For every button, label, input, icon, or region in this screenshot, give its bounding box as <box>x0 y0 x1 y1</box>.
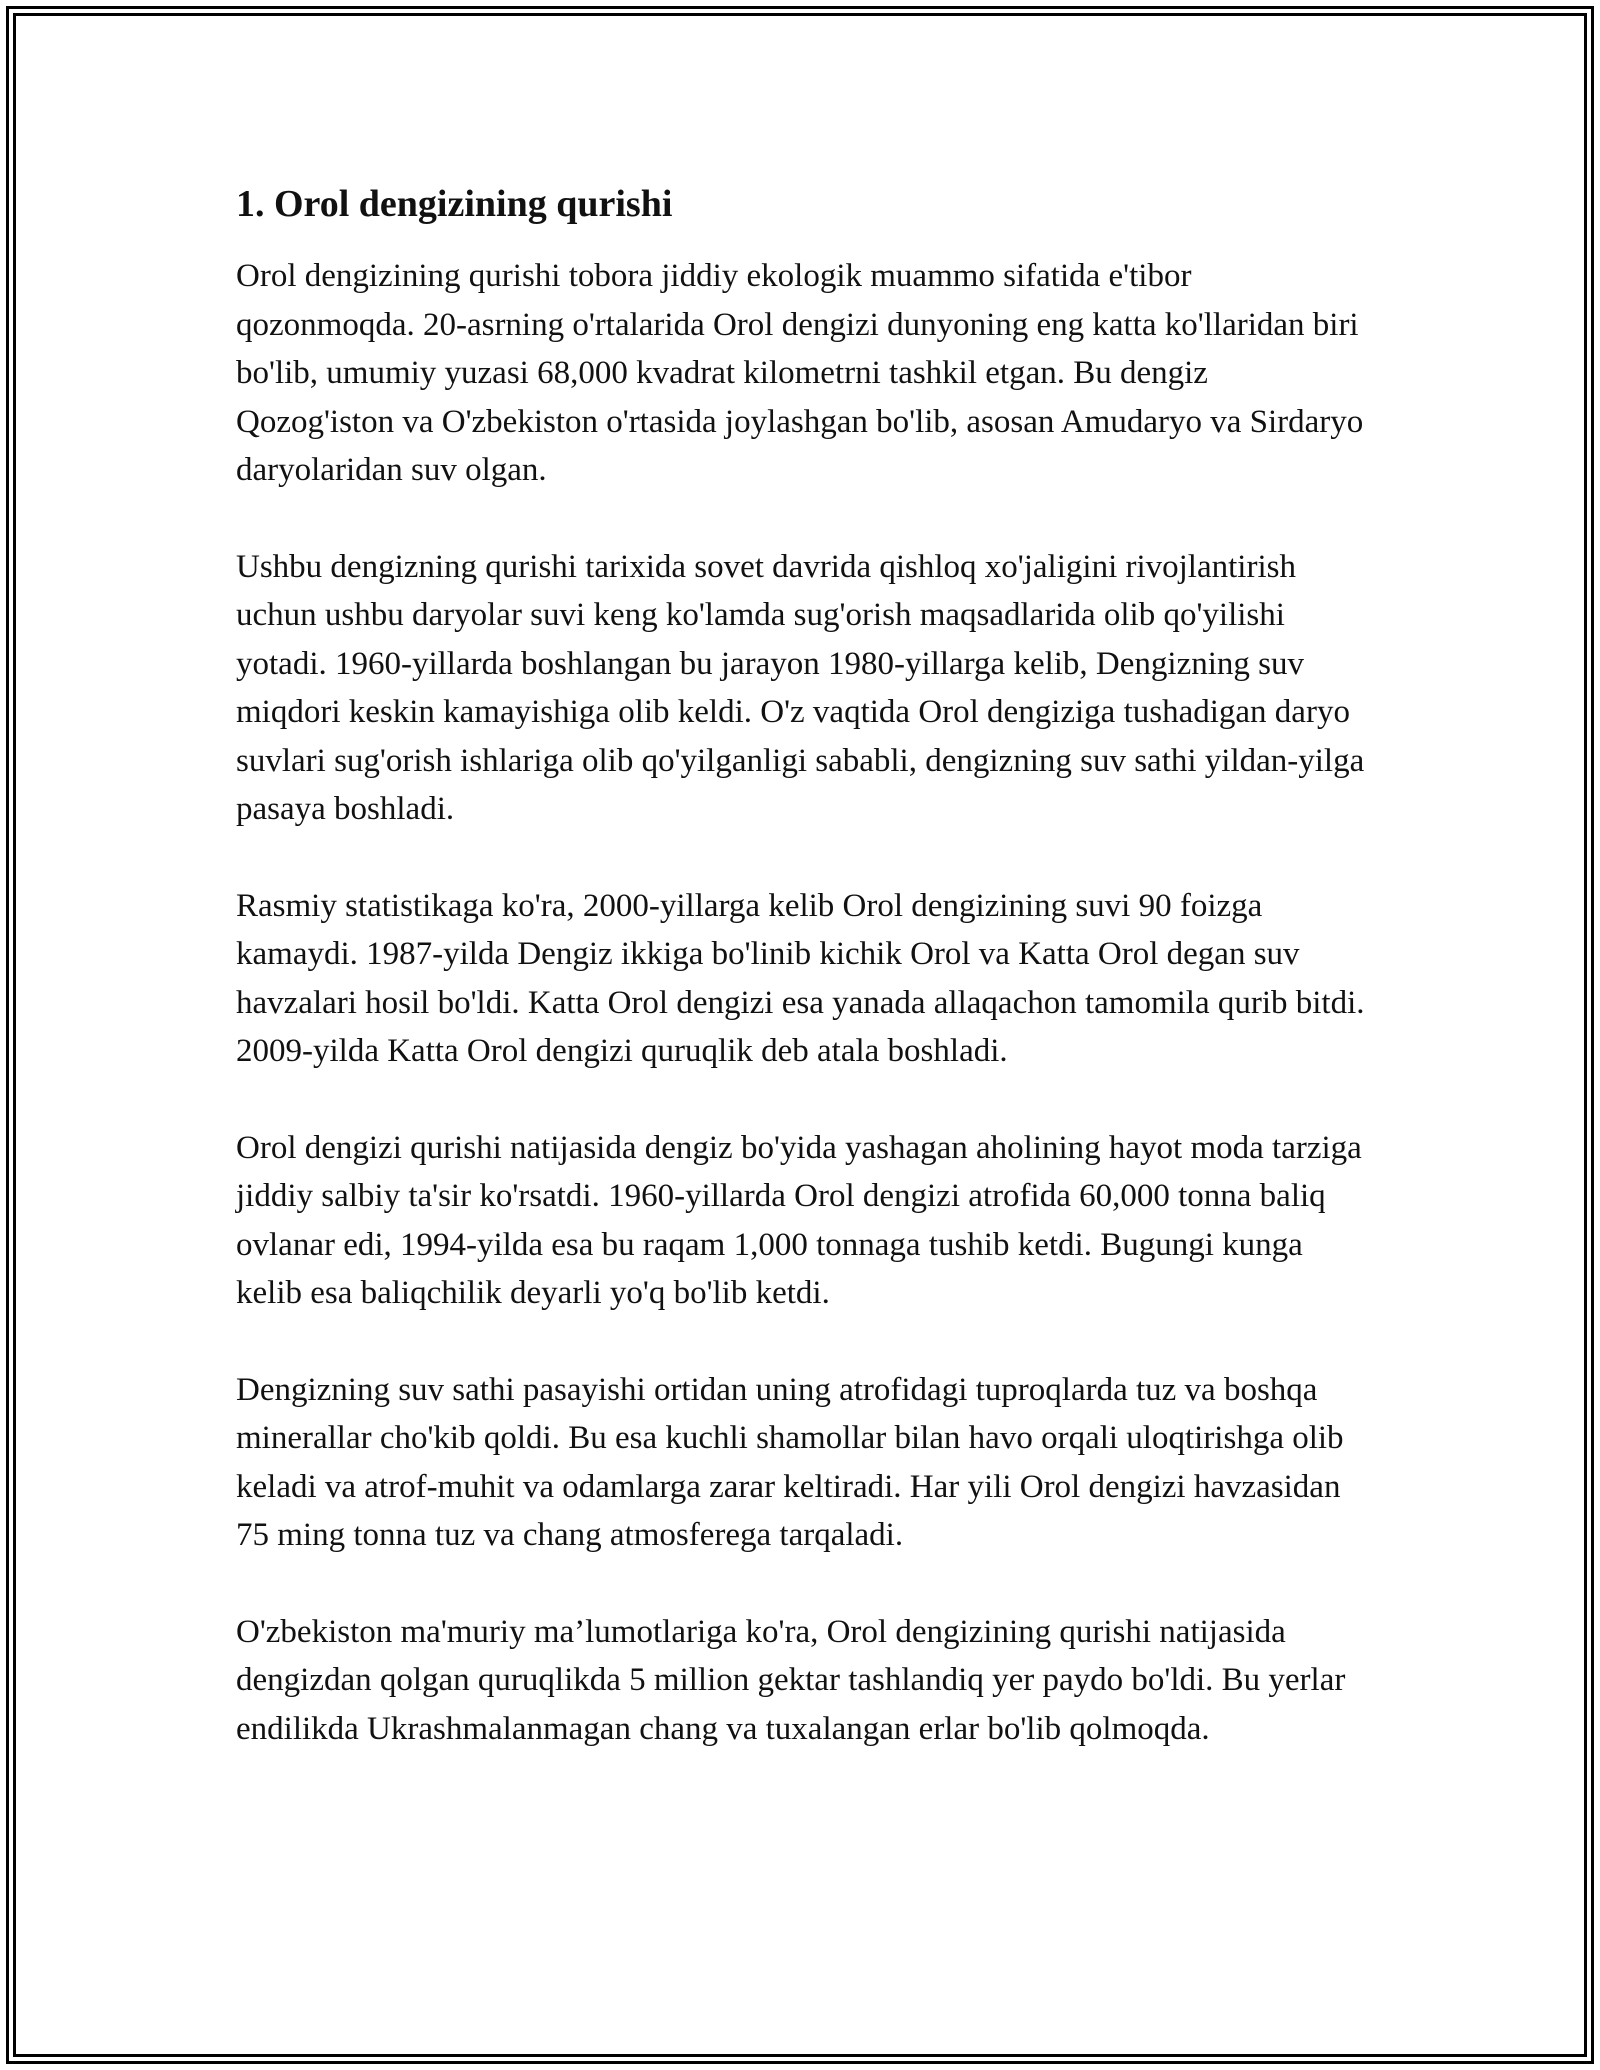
document-body <box>236 178 1366 1753</box>
paragraph-5: Dengizning suv sathi pasayishi ortidan uning atrofidagi tuproqlarda tuz va boshqa minerallar cho'kib qoldi. Bu esa kuchli shamollar bilan havo orqali uloqtirishga olib keladi va atrof-muhit va odamlarga zarar keltiradi. Har yili Orol dengizi havzasidan 75 ming tonna tuz va chang atmosferega tarqaladi. <box>236 1371 1344 1553</box>
paragraph-6: O'zbekiston ma'muriy ma’lumotlariga ko'ra, Orol dengizining qurishi natijasida dengizdan qolgan quruqlikda 5 million gektar tashlandiq yer paydo bo'ldi. Bu yerlar endilikda Ukrashmalanmagan chang va tuxalangan erlar bo'lib qolmoqda. <box>236 1613 1346 1747</box>
document-title: 1. Orol dengizining qurishi <box>236 183 673 225</box>
paragraph-2: Ushbu dengizning qurishi tarixida sovet davrida qishloq xo'jaligini rivojlantirish uchun ushbu daryolar suvi keng ko'lamda sug'orish maqsadlarida olib qo'yilishi yotadi. 1960-yillarda boshlangan bu jarayon 1980-yillarga kelib, Dengizning suv miqdori keskin kamayishiga olib keldi. O'z vaqtida Orol dengiziga tushadigan daryo suvlari sug'orish ishlariga olib qo'yilganligi sababli, dengizning suv sathi yildan-yilga pasaya boshladi. <box>236 548 1365 827</box>
paragraph-4: Orol dengizi qurishi natijasida dengiz bo'yida yashagan aholining hayot moda tarziga jiddiy salbiy ta'sir ko'rsatdi. 1960-yillarda Orol dengizi atrofida 60,000 tonna baliq ovlanar edi, 1994-yilda esa bu raqam 1,000 tonnaga tushib ketdi. Bugungi kunga kelib esa baliqchilik deyarli yo'q bo'lib ketdi. <box>236 1129 1362 1311</box>
paragraph-1: Orol dengizining qurishi tobora jiddiy ekologik muammo sifatida e'tibor qozonmoqda. 20-asrning o'rtalarida Orol dengizi dunyoning eng katta ko'llaridan biri bo'lib, umumiy yuzasi 68,000 kvadrat kilometrni tashkil etgan. Bu dengiz Qozog'iston va O'zbekiston o'rtasida joylashgan bo'lib, asosan Amudaryo va Sirdaryo daryolaridan suv olgan. <box>236 258 1364 488</box>
paragraph-3: Rasmiy statistikaga ko'ra, 2000-yillarga kelib Orol dengizining suvi 90 foizga kamaydi. 1987-yilda Dengiz ikkiga bo'linib kichik Orol va Katta Orol degan suv havzalari hosil bo'ldi. Katta Orol dengizi esa yanada allaqachon tamomila qurib bitdi. 2009-yilda Katta Orol dengizi quruqlik deb atala boshladi. <box>236 887 1365 1069</box>
